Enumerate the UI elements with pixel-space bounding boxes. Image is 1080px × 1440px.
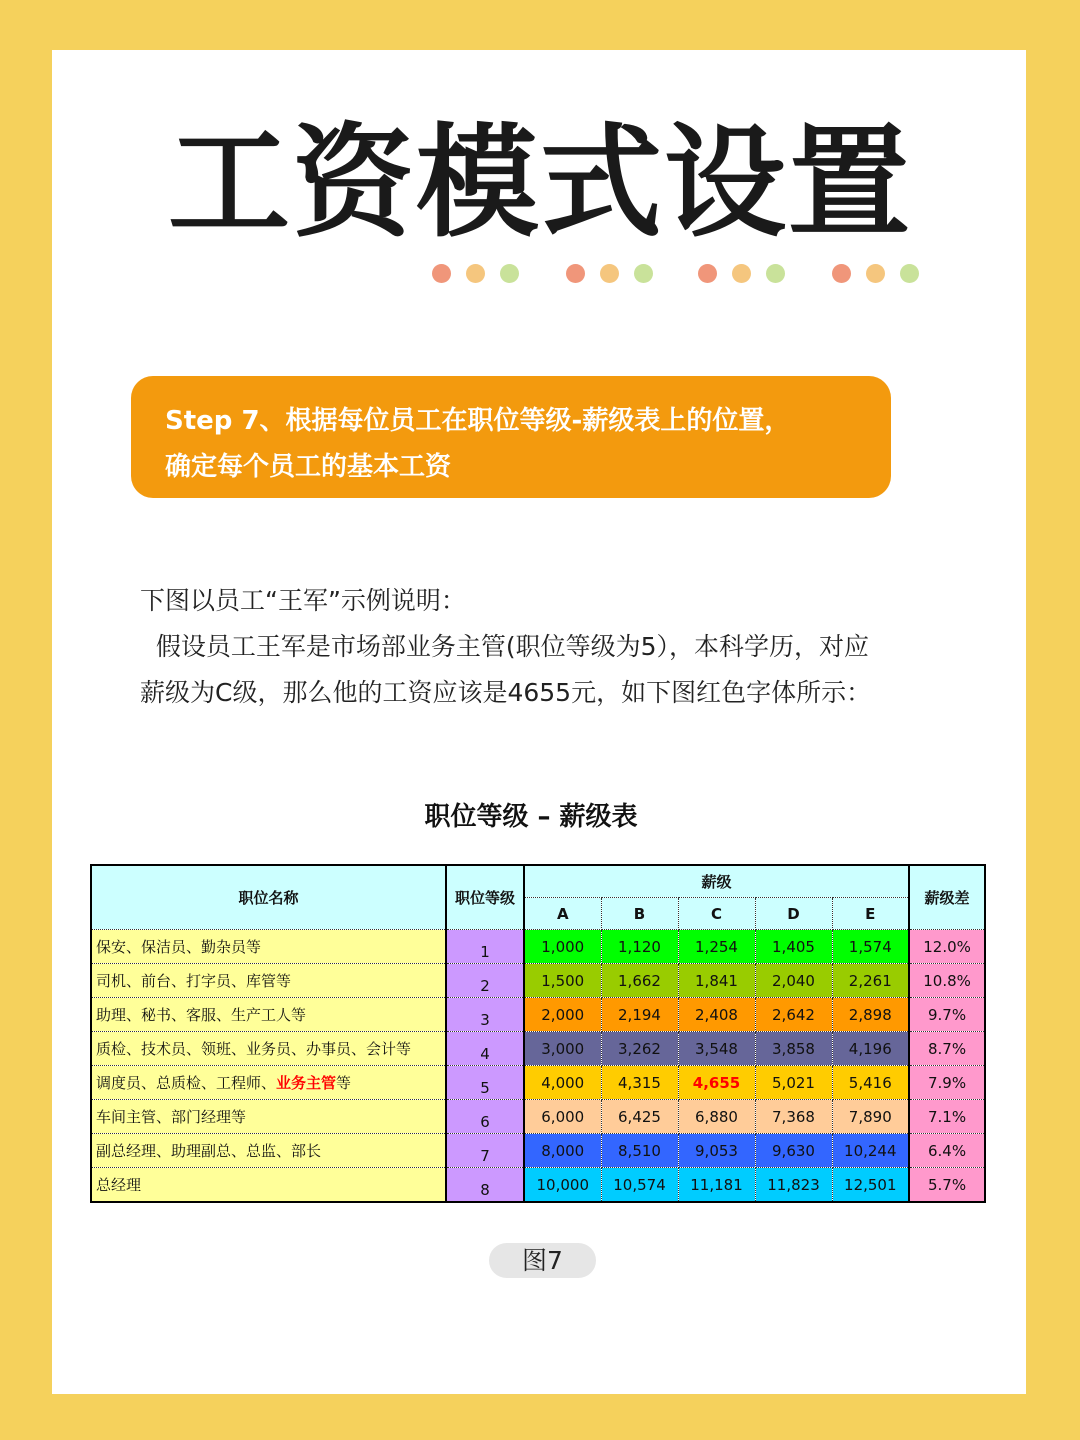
position-name-cell — [91, 930, 446, 964]
table-row — [91, 964, 985, 998]
position-level: 8 — [446, 1168, 524, 1203]
table-row — [91, 930, 985, 964]
dot-icon — [634, 264, 653, 283]
header-grade-d: D — [755, 898, 832, 930]
grade-difference: 7.9% — [909, 1066, 985, 1100]
position-name: 等 — [336, 1074, 352, 1092]
salary-value: 2,194 — [601, 998, 678, 1032]
table-row — [91, 1066, 985, 1100]
salary-value: 2,642 — [755, 998, 832, 1032]
position-name: 质检、技术员、领班、业务员、办事员、会计等 — [96, 1040, 412, 1058]
table-row — [91, 1032, 985, 1066]
header-salary-grade: 薪级 — [524, 865, 909, 898]
dot-icon — [766, 264, 785, 283]
salary-value: 2,898 — [832, 998, 909, 1032]
header-position-level: 职位等级 — [446, 865, 524, 930]
dot-icon — [566, 264, 585, 283]
dot-icon — [866, 264, 885, 283]
salary-value: 4,000 — [524, 1066, 601, 1100]
position-level: 7 — [446, 1134, 524, 1168]
grade-difference: 9.7% — [909, 998, 985, 1032]
salary-value: 1,254 — [678, 930, 755, 964]
salary-value: 1,000 — [524, 930, 601, 964]
position-level: 6 — [446, 1100, 524, 1134]
position-name-cell — [91, 964, 446, 998]
grade-difference: 10.8% — [909, 964, 985, 998]
salary-value: 2,261 — [832, 964, 909, 998]
step-line-2: 确定每个员工的基本工资 — [165, 452, 452, 482]
salary-value: 6,000 — [524, 1100, 601, 1134]
position-name-cell — [91, 1168, 446, 1203]
position-name: 助理、秘书、客服、生产工人等 — [96, 1006, 307, 1024]
salary-value: 5,021 — [755, 1066, 832, 1100]
salary-value: 9,630 — [755, 1134, 832, 1168]
salary-value: 1,120 — [601, 930, 678, 964]
header-grade-c: C — [678, 898, 755, 930]
salary-value: 7,368 — [755, 1100, 832, 1134]
salary-value: 1,500 — [524, 964, 601, 998]
grade-difference: 5.7% — [909, 1168, 985, 1203]
position-name-cell — [91, 998, 446, 1032]
paragraph-line-1: 下图以员工“王军”示例说明： — [140, 586, 466, 615]
dot-icon — [698, 264, 717, 283]
salary-value: 4,196 — [832, 1032, 909, 1066]
highlighted-position: 业务主管 — [276, 1074, 337, 1092]
salary-value: 3,262 — [601, 1032, 678, 1066]
header-grade-e: E — [832, 898, 909, 930]
salary-value: 8,510 — [601, 1134, 678, 1168]
table-row — [91, 1134, 985, 1168]
position-name: 车间主管、部门经理等 — [96, 1108, 247, 1126]
salary-value: 10,000 — [524, 1168, 601, 1203]
salary-value: 1,841 — [678, 964, 755, 998]
salary-value: 6,880 — [678, 1100, 755, 1134]
salary-value: 3,548 — [678, 1032, 755, 1066]
position-name: 保安、保洁员、勤杂员等 — [96, 938, 262, 956]
salary-value: 1,662 — [601, 964, 678, 998]
grade-difference: 8.7% — [909, 1032, 985, 1066]
grade-difference: 7.1% — [909, 1100, 985, 1134]
paragraph-line-3: 薪级为C级，那么他的工资应该是4655元，如下图红色字体所示： — [140, 678, 872, 707]
salary-value: 11,181 — [678, 1168, 755, 1203]
dot-icon — [600, 264, 619, 283]
header-grade-difference: 薪级差 — [909, 865, 985, 930]
step-line-1: Step 7、根据每位员工在职位等级-薪级表上的位置， — [165, 406, 791, 436]
salary-value: 4,315 — [601, 1066, 678, 1100]
position-name-cell — [91, 1066, 446, 1100]
table-row — [91, 998, 985, 1032]
salary-value: 2,040 — [755, 964, 832, 998]
salary-value: 2,408 — [678, 998, 755, 1032]
grade-difference: 12.0% — [909, 930, 985, 964]
figure-caption: 图7 — [489, 1243, 596, 1278]
position-level: 5 — [446, 1066, 524, 1100]
salary-value: 2,000 — [524, 998, 601, 1032]
salary-value: 8,000 — [524, 1134, 601, 1168]
grade-difference: 6.4% — [909, 1134, 985, 1168]
position-name: 总经理 — [96, 1176, 142, 1194]
dot-icon — [500, 264, 519, 283]
salary-grade-table — [90, 864, 986, 1203]
position-name-cell — [91, 1134, 446, 1168]
salary-value: 7,890 — [832, 1100, 909, 1134]
paragraph-line-2: 假设员工王军是市场部业务主管(职位等级为5），本科学历，对应 — [140, 632, 870, 661]
salary-value: 10,244 — [832, 1134, 909, 1168]
header-grade-a: A — [524, 898, 601, 930]
salary-value: 4,655 — [678, 1066, 755, 1100]
salary-value: 3,000 — [524, 1032, 601, 1066]
salary-value: 11,823 — [755, 1168, 832, 1203]
position-name: 司机、前台、打字员、库管等 — [96, 972, 292, 990]
salary-value: 9,053 — [678, 1134, 755, 1168]
table-title: 职位等级 – 薪级表 — [424, 802, 638, 832]
table-row — [91, 1168, 985, 1203]
salary-value: 1,574 — [832, 930, 909, 964]
position-name: 副总经理、助理副总、总监、部长 — [96, 1142, 322, 1160]
step-banner — [131, 376, 891, 498]
page-title: 工资模式设置 — [168, 110, 912, 254]
position-level: 3 — [446, 998, 524, 1032]
decorative-dots — [0, 264, 1080, 284]
header-grade-b: B — [601, 898, 678, 930]
dot-icon — [832, 264, 851, 283]
dot-icon — [466, 264, 485, 283]
salary-value: 5,416 — [832, 1066, 909, 1100]
table-row — [91, 1100, 985, 1134]
salary-value: 1,405 — [755, 930, 832, 964]
position-level: 2 — [446, 964, 524, 998]
salary-value: 3,858 — [755, 1032, 832, 1066]
header-position-name: 职位名称 — [91, 865, 446, 930]
position-level: 1 — [446, 930, 524, 964]
position-name-cell — [91, 1032, 446, 1066]
dot-icon — [900, 264, 919, 283]
dot-icon — [732, 264, 751, 283]
position-level: 4 — [446, 1032, 524, 1066]
position-name-cell — [91, 1100, 446, 1134]
salary-value: 6,425 — [601, 1100, 678, 1134]
salary-value: 12,501 — [832, 1168, 909, 1203]
description-paragraph — [140, 578, 960, 716]
salary-value: 10,574 — [601, 1168, 678, 1203]
position-name: 调度员、总质检、工程师、 — [96, 1074, 277, 1092]
dot-icon — [432, 264, 451, 283]
